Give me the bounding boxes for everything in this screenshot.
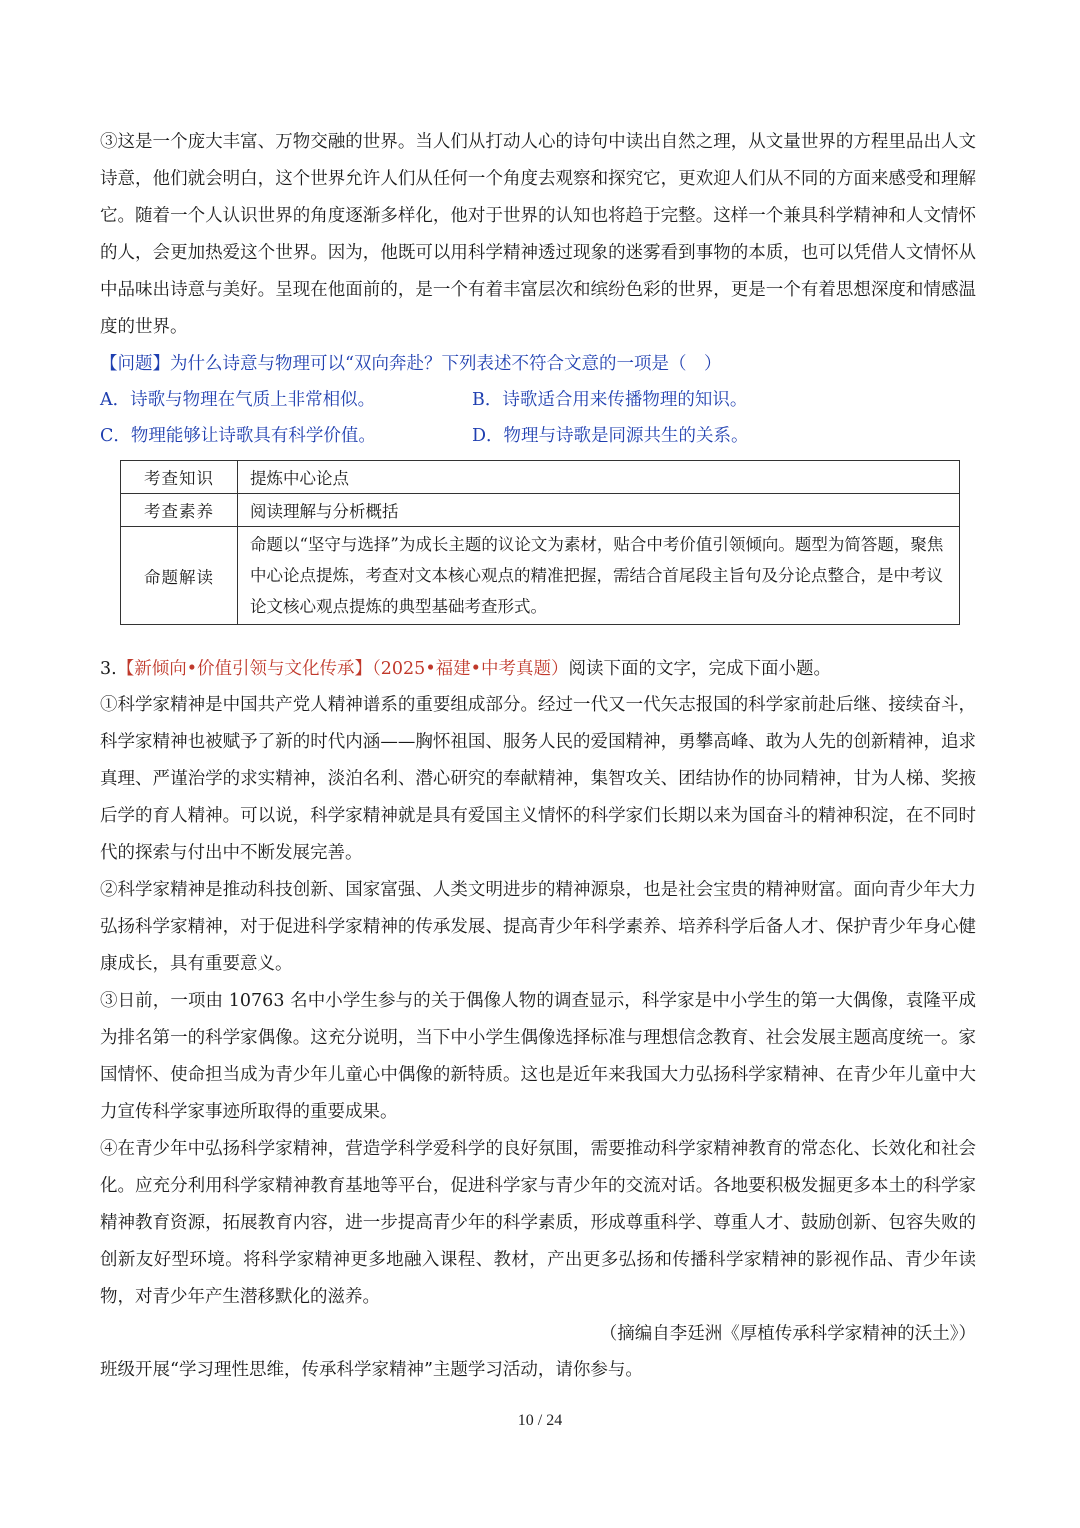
options-row-2 — [100, 418, 976, 454]
paragraph-3: ③这是一个庞大丰富、万物交融的世界。当人们从打动人心的诗句中读出自然之理，从文量世界的方程里品出人文诗意，他们就会明白，这个世界允许人们从任何一个角度去观察和探究它，更欢迎人们从不同的方面来感受和理解它。随着一个人认识世界的角度逐渐多样化，他对于世界的认知也将趋于完整。这样一个兼具科学精神和人文情怀的人，会更加热爱这个世界。因为，他既可以用科学精神透过现象的迷雾看到事物的本质，也可以凭借人文情怀从中品味出诗意与美好。呈现在他面前的，是一个有着丰富层次和缤纷色彩的世界，更是一个有着思想深度和情感温度的世界。 — [100, 132, 976, 337]
instruction: 阅读下面的文字，完成下面小题。 — [568, 659, 831, 679]
table-key: 命题解读 — [121, 527, 238, 625]
page-number: 10 / 24 — [517, 1412, 563, 1429]
analysis-table — [120, 460, 960, 625]
option-c: C．物理能够让诗歌具有科学价值。 — [100, 426, 376, 446]
question-number: 3. — [100, 659, 117, 679]
table-value: 阅读理解与分析概括 — [238, 494, 960, 527]
paragraph-4: ④在青少年中弘扬科学家精神，营造学科学爱科学的良好氛围，需要推动科学家精神教育的常态化、长效化和社会化。应充分利用科学家精神教育基地等平台，促进科学家与青少年的交流对话。各地要积极发掘更多本土的科学家精神教育资源，拓展教育内容，进一步提高青少年的科学素质，形成尊重科学、尊重人才、鼓励创新、包容失败的创新友好型环境。将科学家精神更多地融入课程、教材，产出更多弘扬和传播科学家精神的影视作品、青少年读物，对青少年产生潜移默化的滋养。 — [100, 1139, 976, 1307]
exam-source-tag: （2025•福建•中考真题） — [372, 659, 569, 679]
option-b: B．诗歌适合用来传播物理的知识。 — [472, 390, 748, 410]
options-row-1 — [100, 382, 976, 418]
table-row — [121, 494, 960, 527]
table-row — [121, 527, 960, 625]
question-tag: 【问题】 — [100, 354, 170, 374]
table-key: 考查知识 — [121, 461, 238, 494]
table-value: 命题以“坚守与选择”为成长主题的议论文为素材，贴合中考价值引领倾向。题型为简答题，聚焦中心论点提炼，考查对文本核心观点的精准把握，需结合首尾段主旨句及分论点整合，是中考议论文核心观点提炼的典型基础考查形式。 — [238, 527, 960, 625]
question-line — [100, 346, 976, 382]
question-text: 为什么诗意与物理可以“双向奔赴？下列表述不符合文意的一项是（ ） — [170, 354, 722, 374]
paragraph-1: ①科学家精神是中国共产党人精神谱系的重要组成部分。经过一代又一代矢志报国的科学家前赴后继、接续奋斗，科学家精神也被赋予了新的时代内涵——胸怀祖国、服务人民的爱国精神，勇攀高峰、敢为人先的创新精神，追求真理、严谨治学的求实精神，淡泊名利、潜心研究的奉献精神，集智攻关、团结协作的协同精神，甘为人梯、奖掖后学的育人精神。可以说，科学家精神就是具有爱国主义情怀的科学家们长期以来为国奋斗的精神积淀，在不同时代的探索与付出中不断发展完善。 — [100, 695, 976, 863]
table-key: 考查素养 — [121, 494, 238, 527]
table-value: 提炼中心论点 — [238, 461, 960, 494]
paragraph-3b: ③日前，一项由 10763 名中小学生参与的关于偶像人物的调查显示，科学家是中小学生的第一大偶像，袁隆平成为排名第一的科学家偶像。这充分说明，当下中小学生偶像选择标准与理想信念教育、社会发展主题高度统一。家国情怀、使命担当成为青少年儿童心中偶像的新特质。这也是近年来我国大力弘扬科学家精神、在青少年儿童中大力宣传科学家事迹所取得的重要成果。 — [100, 991, 976, 1122]
question-3-heading — [100, 651, 976, 687]
source-citation: （摘编自李廷洲《厚植传承科学家精神的沃土》） — [599, 1324, 976, 1344]
trend-tag: 【新倾向•价值引领与文化传承】 — [116, 659, 373, 679]
paragraph-2: ②科学家精神是推动科技创新、国家富强、人类文明进步的精神源泉，也是社会宝贵的精神财富。面向青少年大力弘扬科学家精神，对于促进科学家精神的传承发展、提高青少年科学素养、培养科学后备人才、保护青少年身心健康成长，具有重要意义。 — [100, 880, 976, 974]
option-d: D．物理与诗歌是同源共生的关系。 — [472, 426, 749, 446]
table-row — [121, 461, 960, 494]
activity-intro: 班级开展“学习理性思维，传承科学家精神”主题学习活动，请你参与。 — [100, 1360, 643, 1380]
option-a: A．诗歌与物理在气质上非常相似。 — [100, 390, 376, 410]
document-page — [100, 124, 976, 1389]
